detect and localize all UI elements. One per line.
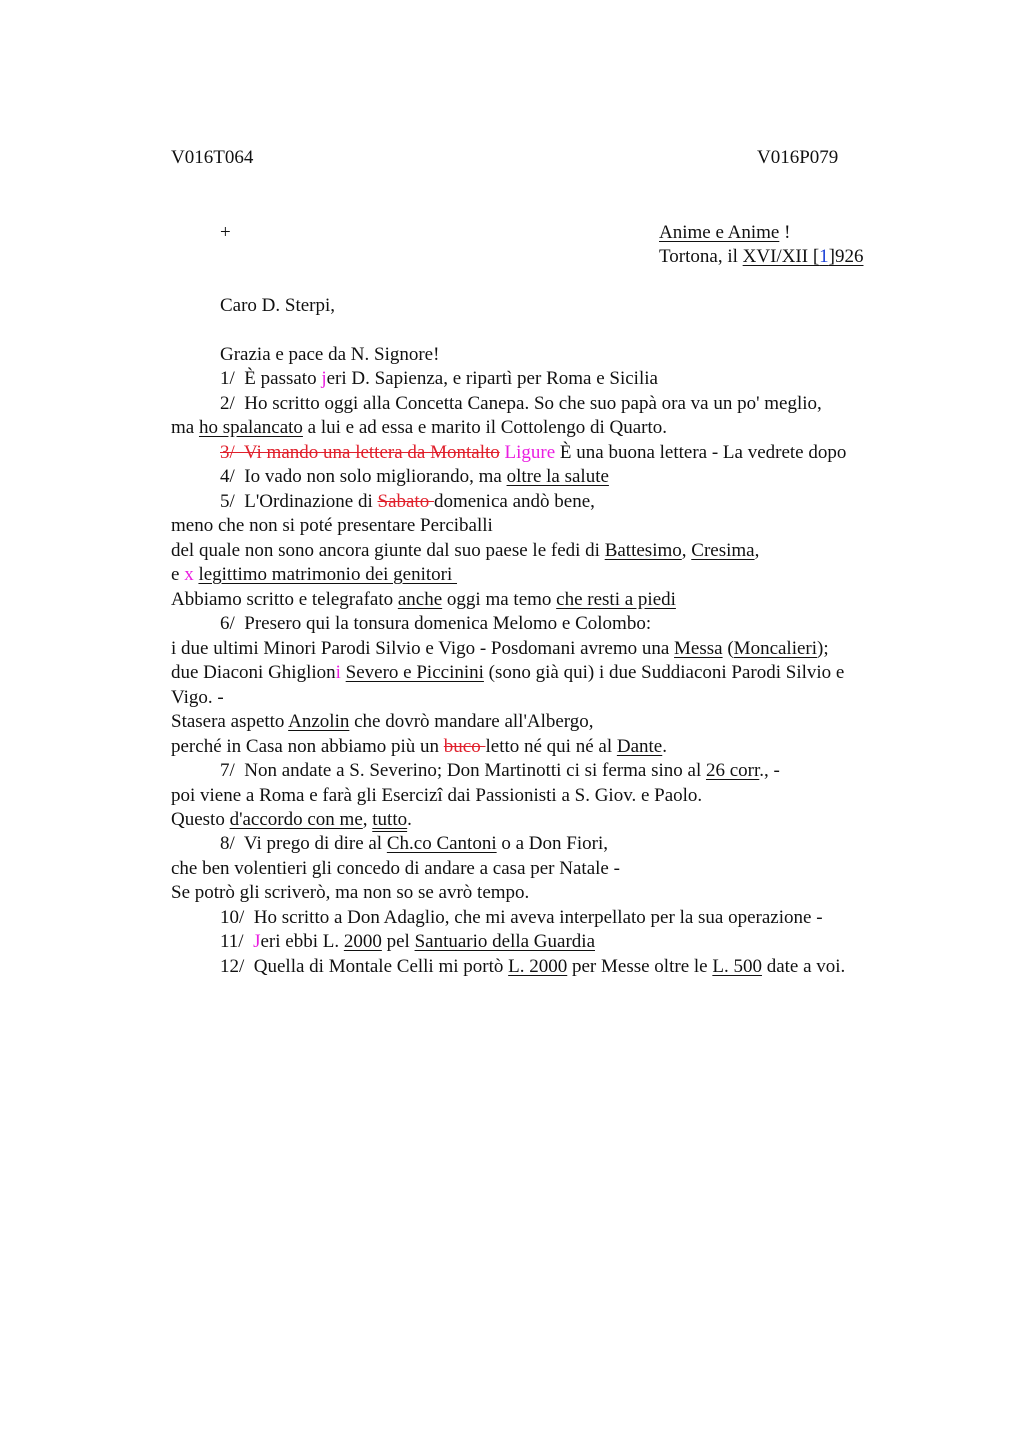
p5-resti-a-piedi: che resti a piedi: [556, 589, 676, 610]
paragraph-4: [220, 465, 609, 489]
paragraph-6-line-5: [171, 710, 594, 734]
p8-cantoni: Ch.co Cantoni: [386, 833, 497, 854]
p6-moncalieri: Moncalieri: [733, 638, 818, 659]
p5-l5-text-a: Abbiamo scritto e telegrafato: [171, 589, 398, 610]
paragraph-2-line-2: [171, 416, 667, 440]
p6-paren-close: );: [817, 638, 829, 659]
p11-number: 11/: [220, 931, 254, 952]
p7-accordo: d'accordo con me: [229, 809, 363, 830]
paragraph-11: [220, 930, 595, 954]
p12-amount-500: L. 500: [712, 956, 762, 977]
p7-l1-end: ., -: [759, 760, 780, 781]
p7-l2-text-c: dai Passionisti a S. Giov. e Paolo.: [442, 785, 703, 806]
date-part-a: XVI/XII [: [742, 246, 820, 267]
p6-l6-end: .: [662, 736, 667, 757]
p6-severo-piccinini: Severo e Piccinini: [345, 662, 484, 683]
p6-messa: Messa: [674, 638, 723, 659]
p5-anche: anche: [397, 589, 443, 610]
p5-struck-text: Sabato: [377, 491, 434, 512]
p3-text-rest: È una buona lettera - La vedrete dopo: [555, 442, 847, 463]
paragraph-6-line-2: [171, 637, 829, 661]
p11-santuario: Santuario della Guardia: [414, 931, 595, 952]
motto: [659, 221, 790, 245]
p6-struck-text: buco: [443, 736, 486, 757]
p5-insertion-mark: x: [184, 564, 194, 585]
p6-l6-text-c: letto né qui né al: [485, 736, 617, 757]
salutation: Caro D. Sterpi,: [220, 295, 336, 316]
p5-matrimonio: legittimo matrimonio dei genitori: [198, 564, 458, 585]
p5-cresima: Cresima: [691, 540, 755, 561]
paragraph-3: [220, 441, 846, 465]
paragraph-5-line-5: [171, 588, 676, 612]
paragraph-10: 10/ Ho scritto a Don Adaglio, che mi aveva interpellato per la sua operazione -: [220, 907, 823, 928]
paragraph-5-line-2: meno che non si poté presentare Perciballi: [171, 515, 493, 536]
paragraph-5-line-4: [171, 563, 457, 587]
paragraph-8-line-2: che ben volentieri gli concedo di andare a casa per Natale -: [171, 858, 620, 879]
p7-l3-end: .: [407, 809, 412, 830]
p6-anzolin: Anzolin: [288, 711, 350, 732]
p2-underlined: ho spalancato: [198, 417, 303, 438]
motto-tail: !: [779, 222, 791, 243]
paragraph-6-line-4: Vigo. -: [171, 687, 224, 708]
paragraph-12: [220, 955, 845, 979]
p5-text-c: domenica andò bene,: [433, 491, 595, 512]
p12-text-a: 12/ Quella di Montale Celli mi portò: [220, 956, 509, 977]
p7-26-corr: 26 corr: [705, 760, 760, 781]
paragraph-5-line-3: [171, 539, 759, 563]
p7-l2-text-a: poi viene a Roma e farà gli Esercizi: [171, 785, 443, 806]
cross-symbol: +: [220, 222, 231, 243]
p6-paren-open: (: [722, 638, 734, 659]
p5-l4-text: e: [171, 564, 185, 585]
p11-insertion: J: [253, 931, 261, 952]
p12-text-e: date a voi.: [761, 956, 846, 977]
p8-l1-text-a: 8/ Vi prego di dire al: [220, 833, 387, 854]
p6-dante: Dante: [616, 736, 663, 757]
p5-battesimo: Battesimo: [604, 540, 682, 561]
p3-insertion: Ligure: [499, 442, 556, 463]
p4-text-a: 4/ Io vado non solo migliorando, ma: [220, 466, 507, 487]
p11-amount: 2000: [343, 931, 382, 952]
paragraph-5-line-1: [220, 490, 595, 514]
p2-text-a: ma: [171, 417, 199, 438]
paragraph-7-line-2: [171, 784, 702, 808]
p7-l3-sep: ,: [362, 809, 373, 830]
p5-l5-text-c: oggi ma temo: [442, 589, 557, 610]
date: [743, 246, 864, 267]
motto-text: Anime e Anime: [659, 222, 780, 243]
p8-l1-text-c: o a Don Fiori,: [496, 833, 608, 854]
place-prefix: Tortona, il: [659, 246, 743, 267]
p6-l6-text-a: perché in Casa non abbiamo più un: [171, 736, 444, 757]
paragraph-6-line-1: 6/ Presero qui la tonsura domenica Melomo e Colombo:: [220, 613, 652, 634]
p5-l3-end: ,: [754, 540, 760, 561]
p7-l3-text-a: Questo: [171, 809, 230, 830]
p6-l5-text-c: che dovrò mandare all'Albergo,: [349, 711, 594, 732]
p6-l2-text: i due ultimi Minori Parodi Silvio e Vigo - Posdomani avremo una: [171, 638, 675, 659]
paragraph-8-line-3: Se potrò gli scriverò, ma non so se avrò tempo.: [171, 882, 530, 903]
p4-underlined: oltre la salute: [506, 466, 609, 487]
p12-text-c: per Messe oltre le: [567, 956, 713, 977]
date-line: [659, 245, 863, 269]
date-editorial-digit: 1: [819, 246, 829, 267]
date-part-c: ]926: [828, 246, 864, 267]
p6-l5-text-a: Stasera aspetto: [171, 711, 289, 732]
p1-text-a: 1/ È passato: [220, 368, 322, 389]
paragraph-7-line-3: [171, 808, 412, 832]
p11-text-e: pel: [381, 931, 415, 952]
p6-insertion: i: [335, 662, 341, 683]
p1-insertion: j: [321, 368, 327, 389]
document-code-right: V016P079: [757, 147, 839, 168]
p7-tutto: tutto: [372, 809, 408, 830]
paragraph-2-line-1: 2/ Ho scritto oggi alla Concetta Canepa. So che suo papà ora va un po' meglio,: [220, 393, 822, 414]
p1-text-c: eri D. Sapienza, e ripartì per Roma e Sicilia: [326, 368, 658, 389]
paragraph-6-line-6: [171, 735, 667, 759]
p5-l3-text: del quale non sono ancora giunte dal suo paese le fedi di: [171, 540, 605, 561]
p2-text-c: a lui e ad essa e marito il Cottolengo di Quarto.: [302, 417, 667, 438]
document-code-left: V016T064: [171, 147, 254, 168]
p3-struck-text: 3/ Vi mando una lettera da Montalto: [220, 442, 500, 463]
p11-text-c: eri ebbi L.: [260, 931, 344, 952]
p6-l3-rest: (sono già qui) i due Suddiaconi Parodi Silvio e: [483, 662, 845, 683]
paragraph-7-line-1: [220, 759, 780, 783]
paragraph-8-line-1: [220, 832, 608, 856]
p7-l1-text: 7/ Non andate a S. Severino; Don Martinotti ci si ferma sino al: [220, 760, 706, 781]
paragraph-6-line-3: [171, 661, 844, 685]
p12-amount-2000: L. 2000: [508, 956, 568, 977]
p5-text-a: 5/ L'Ordinazione di: [220, 491, 378, 512]
p5-l3-sep: ,: [681, 540, 692, 561]
greeting: Grazia e pace da N. Signore!: [220, 344, 440, 365]
paragraph-1: [220, 367, 658, 391]
p6-l3-text: due Diaconi Ghiglion: [171, 662, 336, 683]
